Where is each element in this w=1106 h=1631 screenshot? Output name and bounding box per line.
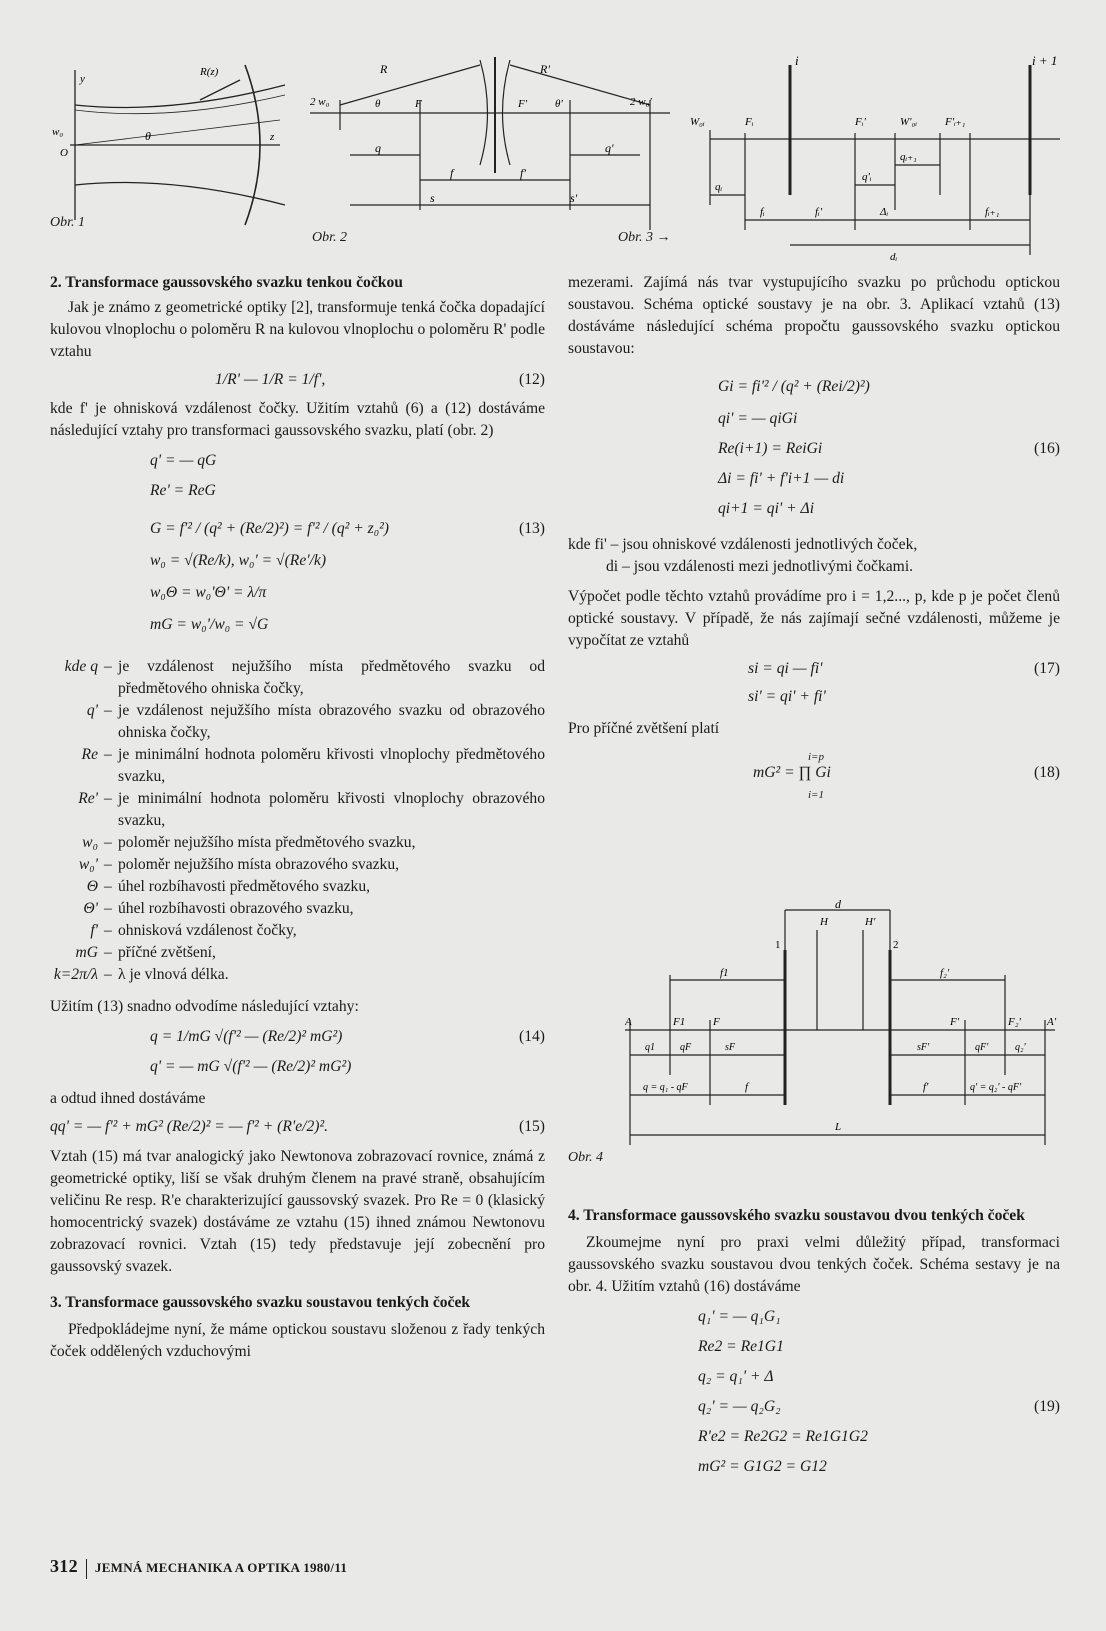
figure-2-caption: Obr. 2 [312,230,348,245]
equation-15-text: qq' = — f'² + mG² (Re/2)² = — f'² + (R'e/2)². [50,1118,329,1135]
fig4-H-label: H [820,916,828,928]
eq16-definition-1: kde fi' – jsou ohniskové vzdálenosti jednotlivých čoček, [568,536,918,553]
fig2-fp-label: f' [520,166,526,180]
figure-2-drawing [310,55,680,235]
left-paragraph-1: Jak je známo z geometrické optiky [2], transformuje tenká čočka dopadající kulovou vlnoplochu o poloměru R na kulovou vlnoplochu o poloměru R' podle vztahu [50,299,545,360]
equation-19-block [568,1306,1060,1491]
fig3-woi-label: W₀ᵢ [690,116,705,128]
eq16-line-2: qi' = — qiGi [718,410,798,427]
eq16-line-3: Re(i+1) = ReiGi [718,440,823,457]
figure-3-caption: Obr. 3 → [618,230,671,245]
right-column-lower [568,1205,1060,1491]
right-paragraph-4: Zkoumejme nyní pro praxi velmi důležitý případ, transformaci gaussovského svazku soustavou dvou tenkých čoček. Schéma sestavy je na obr. 4. Užitím vztahů (16) dostáváme [568,1234,1060,1295]
eq19-line-4: q₂' = — q₂G₂ [698,1398,781,1415]
fig2-sp-label: s' [570,191,578,205]
fig3-qip-label: q'ᵢ [862,171,872,183]
right-paragraph-2: Výpočet podle těchto vztahů provádíme pro i = 1,2..., p, kde p je počet členů optické soustavy. V případě, že nás zajímají sečné vzdálenosti, můžeme je vypočítat ze vztahů [568,588,1060,649]
fig4-qF-label: qF [680,1042,692,1053]
definition-row: Θ – úhel rozbíhavosti předmětového svazku, [86,878,371,895]
fig3-qi-label: qᵢ [715,181,723,193]
fig4-f-label: f [745,1081,749,1093]
eq18-text: mG² = ∏ Gi [753,764,831,781]
definition-row: kde q – je vzdálenost nejužšího místa předmětového svazku od předmětového ohniska čočky, [64,658,545,697]
fig4-L-label: L [835,1121,842,1133]
fig1-y-label: y [80,73,85,85]
equation-13-number: (13) [519,520,545,537]
equation-16-block [568,368,1060,528]
fig4-qFp-label: qF' [975,1042,989,1053]
fig3-fip-label: fᵢ' [815,206,823,218]
eq13-line-1: q' = — qG [150,452,217,469]
right-paragraph-1: mezerami. Zajímá nás tvar vystupujícího svazku po průchodu optickou soustavou. Schéma optické soustavy je na obr. 3. Aplikací vztahů (13) dostáváme následující schéma propočtu gaussovského svazku optickou soustavou: [568,274,1060,357]
left-paragraph-2: kde f' je ohnisková vzdálenost čočky. Užitím vztahů (6) a (12) dostáváme následující vztahy pro transformaci gaussovského svazku, platí (obr. 2) [50,400,545,439]
eq17-line-2: si' = qi' + fi' [748,688,826,705]
fig4-n2-label: 2 [893,939,899,951]
fig3-Fi1-label: F'ᵢ₊₁ [945,116,966,128]
fig2-qp-label: q' [605,141,614,155]
page-footer [50,1556,347,1579]
fig3-i1-label: i + 1 [1032,55,1058,68]
equation-15 [50,1116,545,1144]
equation-12 [50,369,545,394]
equation-15-number: (15) [519,1118,545,1135]
definition-row: Re' – je minimální hodnota poloměru křivosti vlnoplochy obrazového svazku, [78,790,545,829]
equation-12-text: 1/R' — 1/R = 1/f', [215,371,326,388]
fig2-s-label: s [430,191,435,205]
left-column [50,272,545,1363]
fig4-F-label: F [713,1016,720,1028]
eq19-line-6: mG² = G1G2 = G12 [698,1458,827,1475]
equation-19-number: (19) [1034,1398,1060,1415]
eq13-line-3: G = f'² / (q² + (Re/2)²) = f'² / (q² + z₀²) [150,520,390,537]
fig1-rz-label: R(z) [200,66,219,78]
fig4-sF-label: sF [725,1042,735,1053]
fig3-qi1-label: qᵢ₊₁ [900,151,917,163]
fig2-w0p-label: 2 w₀' [630,96,652,108]
left-paragraph-3: Užitím (13) snadno odvodíme následující vztahy: [50,998,359,1015]
eq19-line-3: q₂ = q₁' + Δ [698,1368,774,1385]
journal-name: JEMNÁ MECHANIKA A OPTIKA 1980/11 [94,1560,348,1575]
fig4-sFp-label: sF' [917,1042,930,1053]
fig1-z-label: z [270,131,275,143]
right-paragraph-3: Pro příčné zvětšení platí [568,720,720,737]
fig4-q2p-label: q₂' [1015,1042,1026,1053]
eq14-line-1: q = 1/mG √(f'² — (Re/2)² mG²) [150,1028,343,1045]
fig4-f2-label: f₂' [940,967,950,979]
figure-3-drawing [690,55,1070,265]
fig1-w0-label: w₀ [52,126,64,138]
fig2-Rp-label: R' [540,62,550,76]
figure-1-drawing [50,60,290,230]
fig3-Woip-label: W'₀ᵢ [900,116,918,128]
fig3-di-label: dᵢ [890,251,898,263]
left-paragraph-6: Předpokládejme nyní, že máme optickou soustavu složenou z řady tenkých čoček oddělených vzduchovými [50,1321,545,1360]
fig3-Fi-label: Fᵢ [745,116,754,128]
equation-14-block [50,1026,545,1086]
figure-1 [50,60,290,230]
fig2-f-label: f [450,166,454,180]
definition-row: f' – ohnisková vzdálenost čočky, [90,922,297,939]
fig2-thetap-label: θ' [555,98,563,110]
fig3-delta-label: Δᵢ [880,206,889,218]
fig2-w0-label: 2 w₀ [310,96,330,108]
eq18-lower-limit: i=1 [808,789,824,801]
figure-4-caption: Obr. 4 [568,1150,604,1165]
fig4-d-label: d [835,900,841,911]
fig3-fi1-label: fᵢ₊₁ [985,206,1000,218]
eq14-line-2: q' = — mG √(f'² — (Re/2)² mG²) [150,1058,352,1075]
fig3-fi-label: fᵢ [760,206,765,218]
equation-17-block [568,658,1060,714]
eq16-line-1: Gi = fi'² / (q² + (Rei/2)²) [718,378,870,395]
eq13-line-6: mG = w₀'/w₀ = √G [150,616,269,633]
left-paragraph-4: a odtud ihned dostáváme [50,1090,206,1107]
fig4-F1-label: F1 [673,1016,686,1028]
fig2-R-label: R [380,62,388,76]
definition-row: Re – je minimální hodnota poloměru křivosti vlnoplochy předmětového svazku, [81,746,545,785]
fig4-q1-label: q1 [645,1042,655,1053]
fig3-i-label: i [795,55,799,68]
fig4-qpeq-label: q' = q₂' - qF' [970,1082,1022,1093]
figure-3 [690,55,1070,265]
fig1-o-label: O [60,147,68,159]
definition-row: w₀' – poloměr nejužšího místa obrazového svazku, [78,856,400,873]
eq13-line-4: w₀ = √(Re/k), w₀' = √(Re'/k) [150,552,327,569]
eq13-line-2: Re' = ReG [150,482,216,499]
fig4-n1-label: 1 [775,939,781,951]
section-2-title: 2. Transformace gaussovského svazku tenkou čočkou [50,274,403,291]
fig4-Ap-label: A' [1047,1016,1057,1028]
fig4-Hp-label: H' [865,916,876,928]
fig2-Fp-label: F' [518,98,528,110]
equation-12-number: (12) [519,371,545,388]
definition-row: mG – příčné zvětšení, [75,944,216,961]
fig2-theta-label: θ [375,98,381,110]
equation-14-number: (14) [519,1028,545,1045]
fig2-F-label: F [415,98,422,110]
equation-17-number: (17) [1034,660,1060,677]
eq16-definition-2: di – jsou vzdálenosti mezi jednotlivými čočkami. [606,558,914,575]
fig1-theta-label: θ [145,129,151,143]
right-column [568,272,1060,802]
fig3-Fip-label: Fᵢ' [855,116,866,128]
footer-divider [86,1559,87,1579]
eq18-upper-limit: i=p [808,751,824,763]
fig2-q-label: q [375,141,381,155]
figure-1-caption: Obr. 1 [50,215,86,230]
section-4-title: 4. Transformace gaussovského svazku soustavou dvou tenkých čoček [568,1207,1025,1224]
figure-4 [625,900,1065,1165]
fig4-A-label: A [625,1016,632,1028]
fig4-f1-label: f1 [720,967,729,979]
figure-4-drawing [625,900,1065,1165]
definition-row: q' – je vzdálenost nejužšího místa obrazového svazku od obrazového ohniska čočky, [86,702,545,741]
page-number: 312 [50,1556,78,1576]
equation-13-block [50,450,545,650]
fig4-F2-label: F₂' [1008,1016,1021,1028]
fig4-fp-label: f' [923,1081,929,1093]
equation-18-number: (18) [1034,764,1060,781]
eq19-line-1: q₁' = — q₁G₁ [698,1308,781,1325]
definition-row: k=2π/λ – λ je vlnová délka. [53,966,229,983]
left-paragraph-5: Vztah (15) má tvar analogický jako Newtonova zobrazovací rovnice, známá z geometrické optiky, liší se však druhým členem na pravé straně, obsahujícím veličinu Re resp. R'e charakterizující gaussovský svazek. Pro Re = 0 (klasický homocentrický svazek) dostáváme ze vztahu (15) ihned známou Newtonovu zobrazovací rovnici. Vztah (15) tedy představuje její zobecnění pro gaussovský svazek. [50,1148,545,1275]
definition-row: w₀ – poloměr nejužšího místa předmětového svazku, [82,834,416,851]
fig4-Fp-label: F' [950,1016,960,1028]
eq16-line-5: qi+1 = qi' + Δi [718,500,815,517]
eq19-line-5: R'e2 = Re2G2 = Re1G1G2 [698,1428,868,1445]
equation-18-block [568,746,1060,802]
eq17-line-1: si = qi — fi' [748,660,823,677]
figure-2 [310,55,680,235]
eq13-line-5: w₀Θ = w₀'Θ' = λ/π [150,584,267,601]
definition-list-13 [50,656,545,986]
definition-row: Θ' – úhel rozbíhavosti obrazového svazku, [83,900,354,917]
equation-16-number: (16) [1034,440,1060,457]
eq19-line-2: Re2 = Re1G1 [698,1338,784,1355]
eq16-line-4: Δi = fi' + f'i+1 — di [718,470,845,487]
section-3-title: 3. Transformace gaussovského svazku soustavou tenkých čoček [50,1294,471,1311]
fig4-qeq-label: q = q₁ - qF [643,1082,688,1093]
